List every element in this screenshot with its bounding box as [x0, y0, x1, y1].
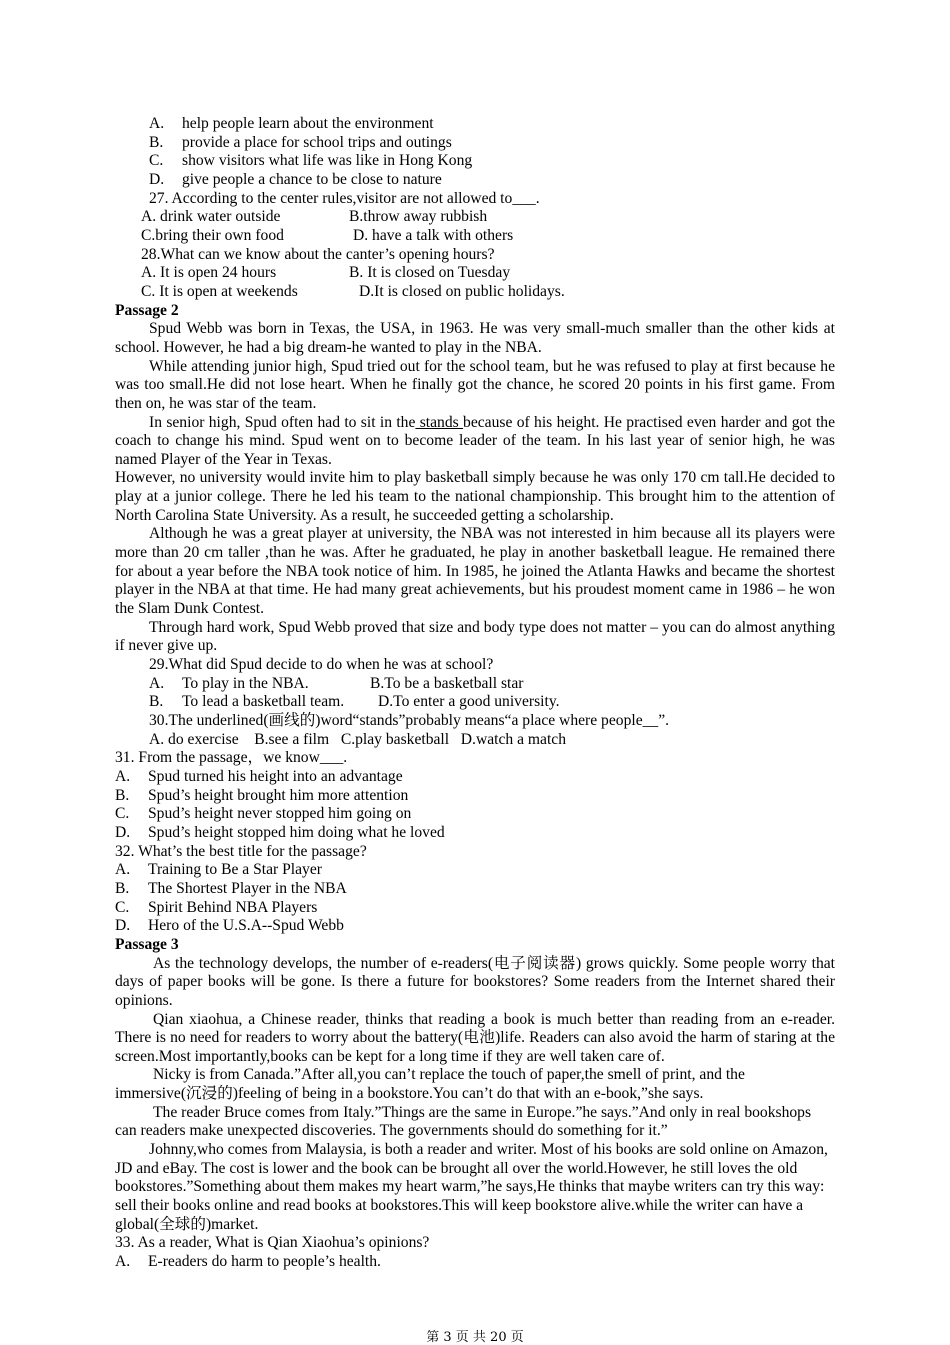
question-28: 28.What can we know about the canter’s opening hours?: [141, 245, 495, 263]
question-31: 31. From the passage，we know___.: [115, 749, 348, 767]
option-text: provide a place for school trips and outings: [182, 133, 452, 151]
option-label: D.: [115, 917, 131, 935]
paragraph-text: As the technology develops, the number of e-readers(电子阅读器) grows quickly. Some people worry that days of paper books will be gone. Is there a future for bookstores? Some readers from the Internet shared their opinions.: [115, 954, 835, 1009]
paragraph-text: Nicky is from Canada.”After all,you can’t replace the touch of paper,the smell of print, and the immersive(沉浸的)feeling of being in a bookstore.You can’t do that with an e-book,”she says.: [115, 1066, 745, 1103]
option-row: [115, 917, 835, 936]
option-row: [115, 824, 835, 843]
option-text: E-readers do harm to people’s health.: [148, 1253, 381, 1271]
option-d: D.It is closed on public holidays.: [359, 282, 565, 300]
option-text: Spud’s height never stopped him going on: [148, 805, 412, 823]
page-footer: 第 3 页 共 20 页: [426, 1330, 524, 1345]
option-b: B.throw away rubbish: [349, 208, 488, 226]
paragraph-text: The reader Bruce comes from Italy.”Things are the same in Europe.”he says.”And only in real bookshops can readers make unexpected discoveries. The governments should do something for it.”: [115, 1103, 812, 1140]
option-row: [115, 899, 835, 918]
passage-3-paragraph-2: [115, 1011, 835, 1067]
option-label: C.: [115, 898, 130, 916]
paragraph-text: While attending junior high, Spud tried out for the school team, but he was refused to play at first because he was too small.He did not lose heart. When he finally got the chance, he scored 20 points in his first game. From then on, he was star of the team.: [115, 357, 835, 412]
paragraph-text: Through hard work, Spud Webb proved that size and body type does not matter – you can do almost anything if never give up.: [115, 618, 835, 655]
question-28-options-cd: [115, 283, 835, 302]
option-label: B.: [149, 693, 164, 711]
option-label: D.: [115, 823, 131, 841]
option-label: C.: [115, 805, 130, 823]
option-text: give people a chance to be close to nature: [182, 170, 442, 188]
passage-2-paragraph-2: [115, 358, 835, 414]
option-label: A.: [115, 1253, 131, 1271]
passage-3-paragraph-5: [115, 1141, 835, 1234]
question-27-options-ab: [115, 208, 835, 227]
paragraph-text: Although he was a great player at university, the NBA was not interested in him because all its players were more than 20 cm taller ,than he was. After he graduated, he play in another basketball league. He remained there for about a year before the NBA took notice of him. In 1985, he joined the Atlanta Hawks and became the shortest player in the NBA at that time. He had many great achievements, but his proudest moment came in 1986 – he won the Slam Dunk Contest.: [115, 525, 835, 618]
option-row: [115, 768, 835, 787]
question-32: 32. What’s the best title for the passage?: [115, 842, 367, 860]
question-28-options-ab: [115, 264, 835, 283]
paragraph-text: In senior high, Spud often had to sit in the: [149, 413, 416, 431]
passage-2-paragraph-5: [115, 525, 835, 618]
question-26-options: [115, 115, 835, 190]
question-33-option-a: [115, 1253, 835, 1272]
option-a: A. It is open 24 hours: [141, 264, 277, 282]
question-31-options: [115, 768, 835, 843]
option-text: Spud turned his height into an advantage: [148, 767, 403, 785]
option-label: A.: [115, 861, 131, 879]
option-row: [115, 134, 835, 153]
passage-2-paragraph-3: [115, 414, 835, 470]
option-c: C.bring their own food: [141, 226, 284, 244]
option-c: C. It is open at weekends: [141, 282, 298, 300]
option-row: [115, 115, 835, 134]
option-text: show visitors what life was like in Hong Kong: [182, 152, 473, 170]
option-text: Training to Be a Star Player: [148, 861, 322, 879]
option-row: [115, 171, 835, 190]
question-30-options: A. do exercise B.see a film C.play basketball D.watch a match: [149, 730, 567, 748]
option-b: B.To be a basketball star: [370, 674, 524, 692]
paragraph-text: However, no university would invite him to play basketball simply because he was only 170 cm tall.He decided to play at a junior college. There he led his team to the national championship. This brought him to the attention of North Carolina State University. As a result, he succeeded getting a scholarship.: [115, 469, 835, 524]
question-27: 27. According to the center rules,visitor are not allowed to___.: [149, 189, 540, 207]
option-label: C.: [149, 152, 164, 170]
option-a: To play in the NBA.: [182, 674, 309, 692]
page-content: [115, 115, 835, 1272]
option-label: D.: [149, 170, 165, 188]
question-32-options: [115, 861, 835, 936]
question-29: 29.What did Spud decide to do when he was at school?: [149, 656, 494, 674]
option-text: Spirit Behind NBA Players: [148, 898, 318, 916]
passage-2-paragraph-4: [115, 469, 835, 525]
underlined-word-stands: stands: [415, 413, 464, 431]
option-row: [115, 787, 835, 806]
option-label: B.: [149, 133, 164, 151]
paragraph-text: Johnny,who comes from Malaysia, is both a reader and writer. Most of his books are sold online on Amazon, JD and eBay. The cost is lower and the book can be brought all over the world.However, he still loves the old bookstores.”Something about them makes my heart warm,”he says,He thinks that maybe writers can try this way: sell their books online and read books at bookstores.This will keep bookstore alive.while the writer can have a global(全球的)market.: [115, 1141, 828, 1233]
paragraph-text: Qian xiaohua, a Chinese reader, thinks that reading a book is much better than reading from an e-reader. There is no need for readers to worry about the battery(电池)life. Readers can also avoid the harm of staring at the screen.Most importantly,books can be kept for a long time if they are well taken care of.: [115, 1010, 835, 1065]
option-c: To lead a basketball team.: [182, 693, 345, 711]
option-label: A.: [149, 115, 165, 132]
option-text: Spud’s height stopped him doing what he loved: [148, 823, 445, 841]
paragraph-text: because of his height. He practised even harder and got the coach to change his mind. Spud went on to become leader of the team. In his last year of senior high, he was named Player of the Year in Texas.: [115, 413, 836, 468]
option-d: D.To enter a good university.: [378, 693, 560, 711]
option-row: [115, 861, 835, 880]
option-row: [115, 805, 835, 824]
option-text: Hero of the U.S.A--Spud Webb: [148, 917, 344, 935]
passage-3-paragraph-3: [115, 1066, 835, 1103]
option-text: Spud’s height brought him more attention: [148, 786, 409, 804]
option-row: [115, 880, 835, 899]
passage-2-heading: Passage 2: [115, 301, 179, 319]
option-label: A.: [149, 674, 165, 692]
option-d: D. have a talk with others: [353, 226, 514, 244]
option-a: A. drink water outside: [141, 208, 281, 226]
option-label: B.: [115, 786, 130, 804]
passage-3-paragraph-4: [115, 1104, 835, 1141]
option-b: B. It is closed on Tuesday: [349, 264, 511, 282]
question-29-options-cd: [115, 693, 835, 712]
passage-2-paragraph-6: [115, 619, 835, 656]
option-text: help people learn about the environment: [182, 115, 434, 132]
option-row: [115, 152, 835, 171]
option-label: B.: [115, 879, 130, 897]
option-label: A.: [115, 767, 131, 785]
question-30: 30.The underlined(画线的)word“stands”probably means“a place where people__”.: [149, 712, 670, 729]
passage-2-paragraph-1: [115, 320, 835, 357]
passage-3-heading: Passage 3: [115, 935, 179, 953]
question-33: 33. As a reader, What is Qian Xiaohua’s opinions?: [115, 1234, 430, 1252]
question-29-options-ab: [115, 675, 835, 694]
passage-3-paragraph-1: [115, 955, 835, 1011]
question-27-options-cd: [115, 227, 835, 246]
paragraph-text: Spud Webb was born in Texas, the USA, in 1963. He was very small-much smaller than the other kids at school. However, he had a big dream-he wanted to play in the NBA.: [115, 320, 835, 356]
option-text: The Shortest Player in the NBA: [148, 879, 347, 897]
